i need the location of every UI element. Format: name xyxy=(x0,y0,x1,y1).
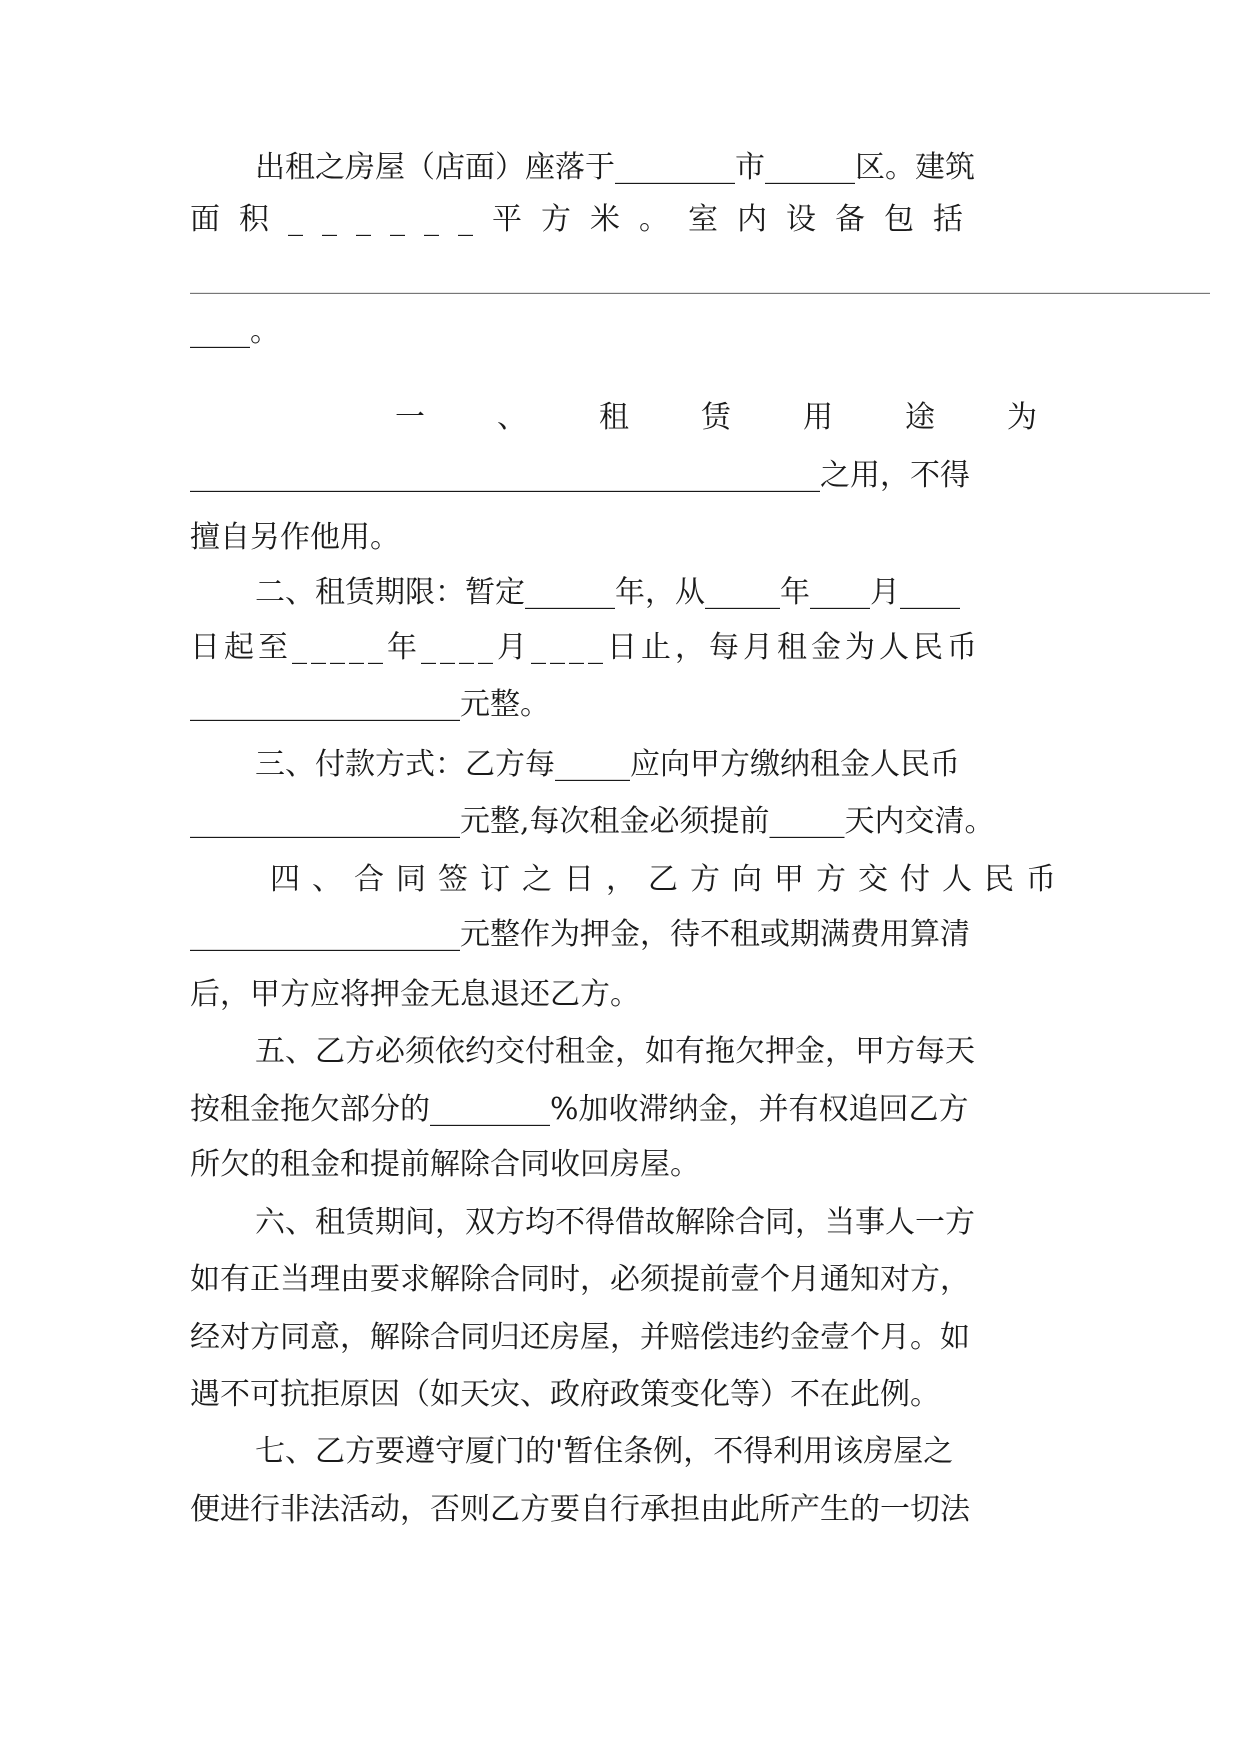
text-line-8: 二、租赁期限：暂定______年，从_____年____月____ xyxy=(255,575,960,610)
text-line-22: 遇不可抗拒原因（如天灾、政府政策变化等）不在此例。 xyxy=(190,1377,940,1412)
text-line-2 xyxy=(190,200,1050,240)
text-line-9: 日起至_____年____月____日止，每月租金为人民币 xyxy=(190,630,981,665)
text-line-7: 擅自另作他用。 xyxy=(190,520,400,555)
text-line-13: 四、合同签订之日，乙方向甲方交付人民币 xyxy=(270,862,1068,897)
text-line-6: __________________________________________之用，不得 xyxy=(190,458,970,493)
text-line-19: 六、租赁期间，双方均不得借故解除合同，当事人一方 xyxy=(255,1205,975,1240)
text-line-21: 经对方同意，解除合同归还房屋，并赔偿违约金壹个月。如 xyxy=(190,1320,970,1355)
text-line-16: 五、乙方必须依约交付租金，如有拖欠押金，甲方每天 xyxy=(255,1034,975,1069)
text-line-3: ____________________________________________________________________ xyxy=(190,260,1210,295)
text-line-5: 一、租赁用途为 xyxy=(395,400,1109,435)
text-line-17: 按租金拖欠部分的________%加收滞纳金，并有权追回乙方 xyxy=(190,1092,969,1127)
text-line-18: 所欠的租金和提前解除合同收回房屋。 xyxy=(190,1147,700,1182)
text-line-14: __________________元整作为押金，待不租或期满费用算清 xyxy=(190,917,970,952)
text-line-11: 三、付款方式：乙方每_____应向甲方缴纳租金人民币 xyxy=(255,747,960,782)
text-line-20: 如有正当理由要求解除合同时，必须提前壹个月通知对方， xyxy=(190,1262,970,1297)
text-line-10: __________________元整。 xyxy=(190,687,550,722)
text-line-12: __________________元整,每次租金必须提前_____天内交清。 xyxy=(190,804,995,839)
text-line-1: 出租之房屋（店面）座落于________市______区。建筑 xyxy=(255,150,975,185)
text-line-2-content: 面积______平方米。室内设备包括 xyxy=(190,202,982,237)
text-line-15: 后，甲方应将押金无息退还乙方。 xyxy=(190,977,640,1012)
text-line-23: 七、乙方要遵守厦门的'暂住条例，不得利用该房屋之 xyxy=(255,1434,954,1469)
text-line-4: ____。 xyxy=(190,314,280,349)
text-line-24: 便进行非法活动，否则乙方要自行承担由此所产生的一切法 xyxy=(190,1492,970,1527)
